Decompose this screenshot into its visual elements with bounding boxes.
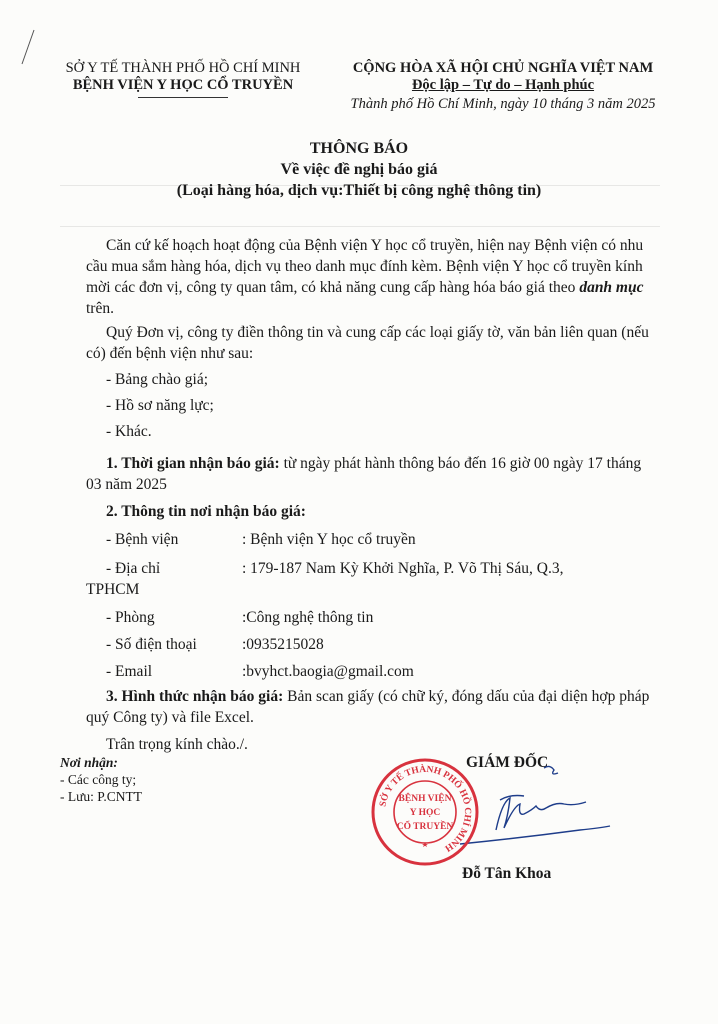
paragraph-intro: [86, 235, 660, 319]
info-value: :Công nghệ thông tin: [242, 609, 374, 626]
stamp-center-text: CỔ TRUYỀN: [396, 822, 454, 832]
recipient-item: - Lưu: P.CNTT: [60, 789, 142, 804]
national-motto: Độc lập – Tự do – Hạnh phúc: [411, 77, 595, 93]
stamp-center-text: BỆNH VIỆN: [398, 794, 452, 804]
notice-subject: Về việc đề nghị báo giá: [280, 161, 438, 178]
info-row: [106, 607, 666, 634]
info-row: [86, 558, 666, 607]
paragraph-intro-text: Căn cứ kế hoạch hoạt động của Bệnh viện Y học cổ truyền, hiện nay Bệnh viện có nhu cầu mua sắm hàng hóa, dịch vụ theo danh mục đính kèm. Bệnh viện Y học cổ truyền kính mời các đơn vị, công ty quan tâm, có khả năng cung cấp hàng hóa báo giá theo danh mục trên.: [86, 237, 644, 317]
list-item: - Khác.: [106, 423, 152, 440]
notice-category: (Loại hàng hóa, dịch vụ:Thiết bị công nghệ thông tin): [176, 182, 542, 199]
document-list: [106, 369, 406, 447]
scan-mark: [14, 28, 44, 68]
section-receive-time: 1. Thời gian nhận báo giá: từ ngày phát hành thông báo đến 16 giờ 00 ngày 17 tháng 03 năm 2025: [86, 455, 642, 493]
issuer-hospital: BỆNH VIỆN Y HỌC CỔ TRUYỀN: [72, 77, 294, 93]
signer-position: GIÁM ĐỐC: [466, 754, 549, 771]
address-continuation: TPHCM: [86, 581, 140, 598]
issuer-department: SỞ Y TẾ THÀNH PHỐ HỒ CHÍ MINH: [65, 60, 301, 76]
notice-title-block: [0, 138, 718, 201]
info-label: - Bệnh viện: [106, 531, 179, 548]
info-label: - Email: [106, 663, 153, 680]
official-stamp: [370, 757, 480, 867]
stamp-center-text: Y HỌC: [409, 808, 441, 818]
section-receive-format: 3. Hình thức nhận báo giá: Bản scan giấy (có chữ ký, đóng dấu của đại diện hợp pháp quý Công ty) và file Excel.: [86, 688, 650, 726]
recipients-block: [60, 754, 142, 805]
national-header: [318, 60, 688, 113]
list-item: - Hồ sơ năng lực;: [106, 397, 214, 414]
recipient-item: - Các công ty;: [60, 772, 137, 787]
list-item: - Bảng chào giá;: [106, 371, 209, 388]
info-row: [106, 661, 666, 688]
issuer-divider: [138, 97, 228, 98]
issuer-block: [38, 60, 328, 98]
info-value: :0935215028: [242, 636, 324, 653]
receive-info: [86, 529, 666, 688]
stamp-ring-text: SỞ Y TẾ THÀNH PHỐ HỒ CHÍ MINH: [378, 764, 473, 853]
recipients-title: Nơi nhận:: [60, 755, 118, 770]
national-title: CỘNG HÒA XÃ HỘI CHỦ NGHĨA VIỆT NAM: [352, 60, 654, 76]
info-label: - Phòng: [106, 609, 155, 626]
section-receive-info-title: 2. Thông tin nơi nhận báo giá:: [106, 503, 306, 520]
info-row: [106, 529, 666, 558]
place-date: Thành phố Hồ Chí Minh, ngày 10 tháng 3 năm 2025: [350, 96, 656, 112]
signer-name: Đỗ Tân Khoa: [462, 865, 552, 882]
info-row: [106, 634, 666, 661]
info-label: - Số điện thoại: [106, 636, 197, 653]
paragraph-request: Quý Đơn vị, công ty điền thông tin và cung cấp các loại giấy tờ, văn bản liên quan (nếu có) đến bệnh viện như sau:: [86, 324, 649, 362]
info-value: :bvyhct.baogia@gmail.com: [242, 663, 414, 680]
info-value: : Bệnh viện Y học cổ truyền: [242, 531, 416, 548]
notice-title: THÔNG BÁO: [309, 140, 409, 157]
info-value: : 179-187 Nam Kỳ Khởi Nghĩa, P. Võ Thị Sáu, Q.3,: [242, 560, 564, 577]
closing-line: Trân trọng kính chào./.: [106, 736, 248, 753]
info-label: - Địa chỉ: [106, 560, 161, 577]
